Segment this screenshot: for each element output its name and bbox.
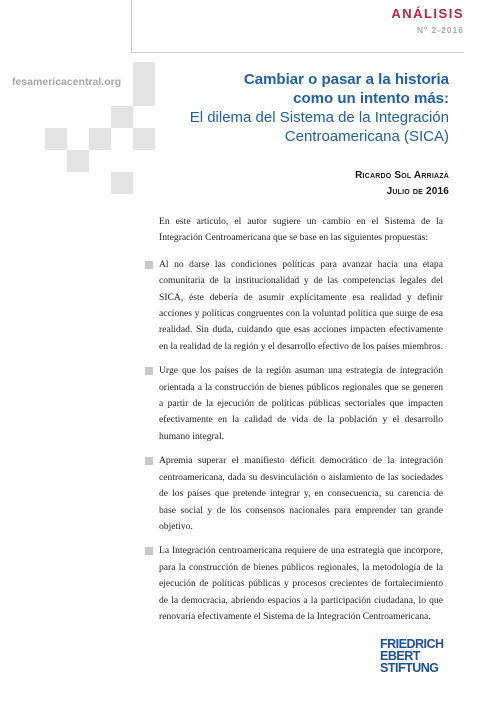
header-vertical-rule — [131, 0, 132, 52]
subtitle-line-1: El dilema del Sistema de la Integración — [189, 109, 449, 126]
bullet-square-icon — [145, 367, 153, 375]
list-item-text: La Integración centroamericana requiere de una estrategia que incorpore, para la construcción de bienes públicos regionales, la metodología de la ejecución de políticas públicas y procesos crecientes de fortalecimiento de la democracia, abriendo espacios a la participación ciudadana, lo que renovaría efectivamente el Sistema de la Integración Centroamericana. — [159, 545, 443, 622]
decor-square — [45, 128, 67, 150]
list-item — [159, 453, 443, 535]
site-url: fesamericacentral.org — [12, 76, 122, 88]
logo-line-1: FRIEDRICH — [380, 637, 444, 651]
issue-number: Nº 2-2016 — [416, 25, 464, 35]
analysis-header — [391, 6, 464, 35]
list-item — [159, 543, 443, 625]
subtitle-line-2: Centroamericana (SICA) — [284, 128, 449, 145]
list-item-text: Urge que los países de la región asuman una estrategia de integración orientada a la construcción de bienes públicos regionales que se generen a partir de la ejecución de políticas públicas sectoriales que impacten efectivamente en la calidad de vida de la población y el desarrollo humano integral. — [159, 365, 443, 442]
decor-square — [67, 150, 89, 172]
header-horizontal-rule — [131, 52, 464, 53]
publication-date: Julio de 2016 — [386, 186, 449, 197]
list-item-text: Apremia superar el manifiesto déficit democrático de la integración centroamericana, dada su desvinculación o aislamiento de las sociedades de los países que pretende integrar y, en consecuencia, su carencia de base social y de los consensos nacionales para emprender tan grande objetivo. — [159, 455, 443, 532]
author-name: Ricardo Sol Arriaza — [355, 170, 449, 181]
logo-line-3: STIFTUNG — [380, 661, 439, 675]
document-title — [119, 70, 449, 146]
title-line-1: Cambiar o pasar a la historia — [243, 71, 449, 88]
analysis-label: ANÁLISIS — [391, 6, 464, 21]
fes-logo — [380, 638, 444, 674]
list-item — [159, 257, 443, 355]
intro-paragraph: En este artículo, el autor sugiere un cambio en el Sistema de la Integración Centroamericana que se base en las siguientes propuestas: — [159, 216, 443, 244]
bullet-square-icon — [145, 547, 153, 555]
title-line-2: como un intento más: — [293, 90, 449, 107]
article-body — [159, 214, 443, 633]
decor-square — [111, 172, 133, 194]
decor-square — [89, 128, 111, 150]
logo-line-2: EBERT — [380, 649, 420, 663]
author-block — [355, 168, 449, 200]
list-item-text: Al no darse las condiciones políticas para avanzar hacia una etapa comunitaria de la institucionalidad y de las competencias legales del SICA, éste debería de asumir explícitamente esa realidad y definir acciones y políticas congruentes con la voluntad política que surge de esa realidad. Sin duda, cuidando que esas acciones impacten efectivamente en la realidad de la región y el desarrollo efectivo de los países miembros. — [159, 258, 443, 352]
bullet-square-icon — [145, 457, 153, 465]
bullet-square-icon — [145, 261, 153, 269]
list-item — [159, 363, 443, 445]
